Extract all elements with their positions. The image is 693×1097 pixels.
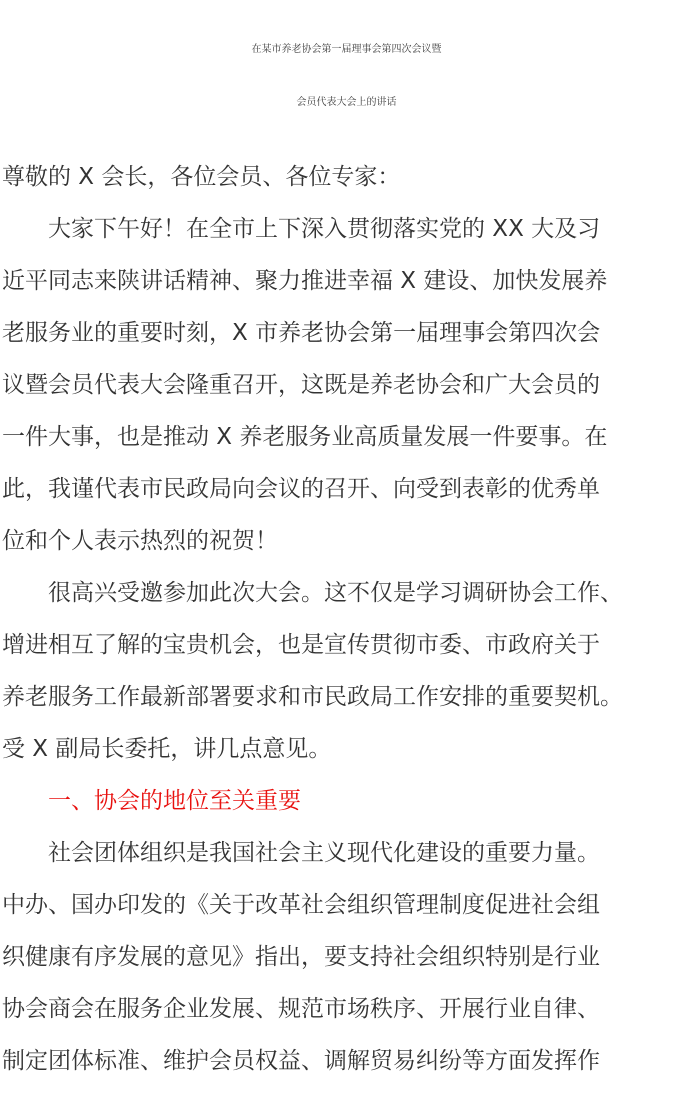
- body-line: 社会团体组织是我国社会主义现代化建设的重要力量。: [2, 840, 600, 866]
- body-line: 议暨会员代表大会隆重召开，这既是养老协会和广大会员的: [2, 372, 600, 398]
- body-line: 此，我谨代表市民政局向会议的召开、向受到表彰的优秀单: [2, 476, 600, 502]
- body-line: 一件大事，也是推动 X 养老服务业高质量发展一件要事。在: [2, 424, 608, 450]
- document-title-line-1: 在某市养老协会第一届理事会第四次会议暨: [251, 44, 442, 55]
- body-line: 养老服务工作最新部署要求和市民政局工作安排的重要契机。: [2, 684, 623, 710]
- body-line: 很高兴受邀参加此次大会。这不仅是学习调研协会工作、: [2, 580, 623, 606]
- body-line: 协会商会在服务企业发展、规范市场秩序、开展行业自律、: [2, 996, 600, 1022]
- body-line: 中办、国办印发的《关于改革社会组织管理制度促进社会组: [2, 892, 600, 918]
- salutation: 尊敬的 X 会长，各位会员、各位专家：: [2, 164, 401, 190]
- body-line: 增进相互了解的宝贵机会，也是宣传贯彻市委、市政府关于: [2, 632, 600, 658]
- body-line: 位和个人表示热烈的祝贺！: [2, 528, 278, 554]
- body-line: 老服务业的重要时刻，X 市养老协会第一届理事会第四次会: [2, 320, 601, 346]
- body-line: 织健康有序发展的意见》指出，要支持社会组织特别是行业: [2, 944, 600, 970]
- document-title-line-2: 会员代表大会上的讲话: [296, 97, 397, 108]
- body-line: 大家下午好！在全市上下深入贯彻落实党的 XX 大及习: [2, 216, 601, 242]
- section-heading-1: 一、协会的地位至关重要: [2, 788, 301, 814]
- body-line: 受 X 副局长委托，讲几点意见。: [2, 736, 332, 762]
- body-line: 近平同志来陕讲话精神、聚力推进幸福 X 建设、加快发展养: [2, 268, 608, 294]
- body-line: 制定团体标准、维护会员权益、调解贸易纠纷等方面发挥作: [2, 1048, 600, 1074]
